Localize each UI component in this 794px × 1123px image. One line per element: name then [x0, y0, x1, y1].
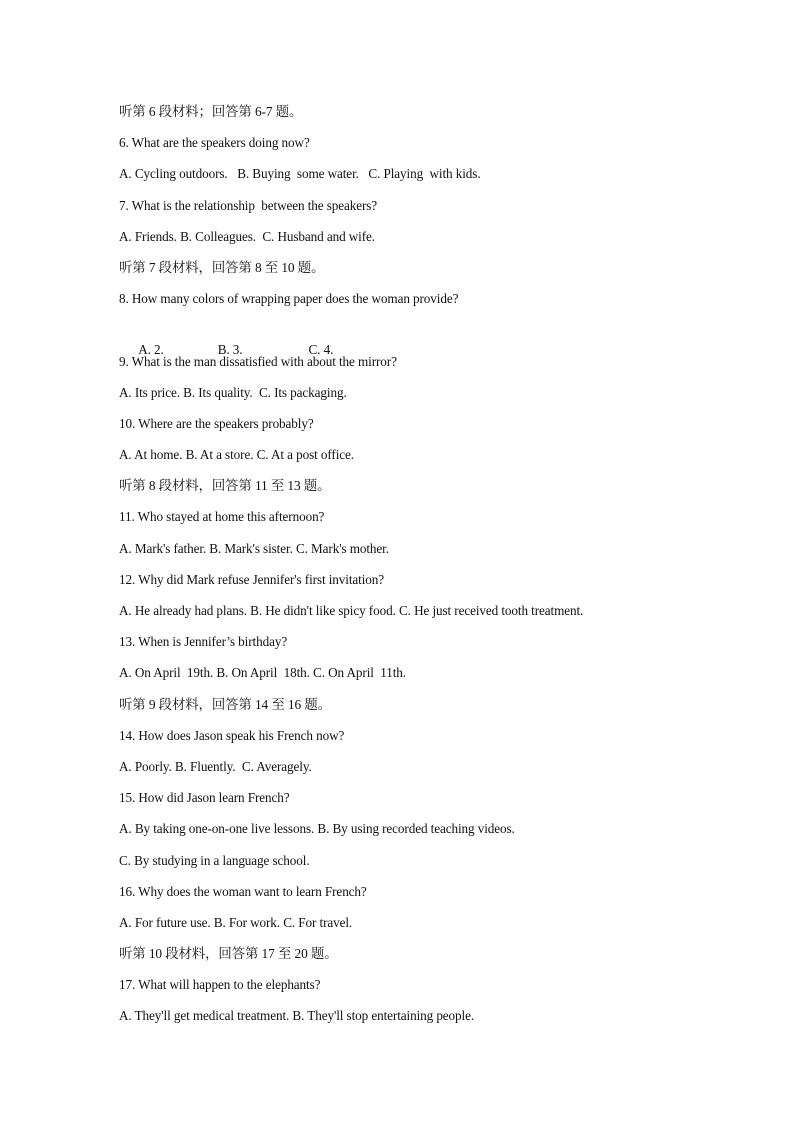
- question-text: 13. When is Jennifer’s birthday?: [119, 634, 288, 650]
- answer-options: A. He already had plans. B. He didn't like spicy food. C. He just received tooth treatment.: [119, 603, 584, 618]
- answer-options: [119, 320, 759, 358]
- option-a: A. 2.: [138, 342, 164, 358]
- section-heading: 听第 6 段材料；回答第 6-7 题。: [119, 104, 303, 119]
- answer-options: A. They'll get medical treatment. B. They'll stop entertaining people.: [119, 1008, 475, 1024]
- answer-options: A. Its price. B. Its quality. C. Its packaging.: [119, 384, 347, 400]
- question-text: 6. What are the speakers doing now?: [119, 135, 310, 151]
- question-text: 16. Why does the woman want to learn French?: [119, 883, 367, 899]
- question-text: 12. Why did Mark refuse Jennifer's first invitation?: [119, 571, 385, 587]
- section-heading: 听第 8 段材料，回答第 11 至 13 题。: [119, 478, 331, 494]
- question-text: 17. What will happen to the elephants?: [119, 977, 321, 993]
- option-c: C. 4.: [308, 342, 334, 358]
- answer-options: A. Mark's father. B. Mark's sister. C. Mark's mother.: [119, 540, 389, 556]
- question-text: 11. Who stayed at home this afternoon?: [119, 509, 325, 525]
- section-heading: 听第 10 段材料，回答第 17 至 20 题。: [119, 946, 338, 962]
- answer-options: A. By taking one-on-one live lessons. B. By using recorded teaching videos.: [119, 821, 515, 837]
- question-text: 14. How does Jason speak his French now?: [119, 727, 345, 743]
- answer-options: C. By studying in a language school.: [119, 852, 310, 868]
- question-text: 7. What is the relationship between the speakers?: [119, 197, 378, 213]
- answer-options: A. For future use. B. For work. C. For travel.: [119, 914, 353, 930]
- question-text: 15. How did Jason learn French?: [119, 790, 290, 806]
- section-heading: 听第 7 段材料，回答第 8 至 10 题。: [119, 259, 325, 275]
- answer-options: A. Cycling outdoors. B. Buying some water. C. Playing with kids.: [119, 166, 481, 182]
- answer-options: A. At home. B. At a store. C. At a post office.: [119, 447, 354, 463]
- exam-content: [119, 102, 759, 1038]
- option-b: B. 3.: [217, 342, 243, 358]
- answer-options: A. Friends. B. Colleagues. C. Husband and wife.: [119, 228, 375, 244]
- question-text: 10. Where are the speakers probably?: [119, 415, 314, 431]
- section-heading: 听第 9 段材料，回答第 14 至 16 题。: [119, 696, 331, 712]
- answer-options: A. Poorly. B. Fluently. C. Averagely.: [119, 758, 312, 774]
- answer-options: A. On April 19th. B. On April 18th. C. On April 11th.: [119, 665, 406, 681]
- question-text: 8. How many colors of wrapping paper does the woman provide?: [119, 291, 459, 307]
- question-text: 9. What is the man dissatisfied with about the mirror?: [119, 353, 397, 369]
